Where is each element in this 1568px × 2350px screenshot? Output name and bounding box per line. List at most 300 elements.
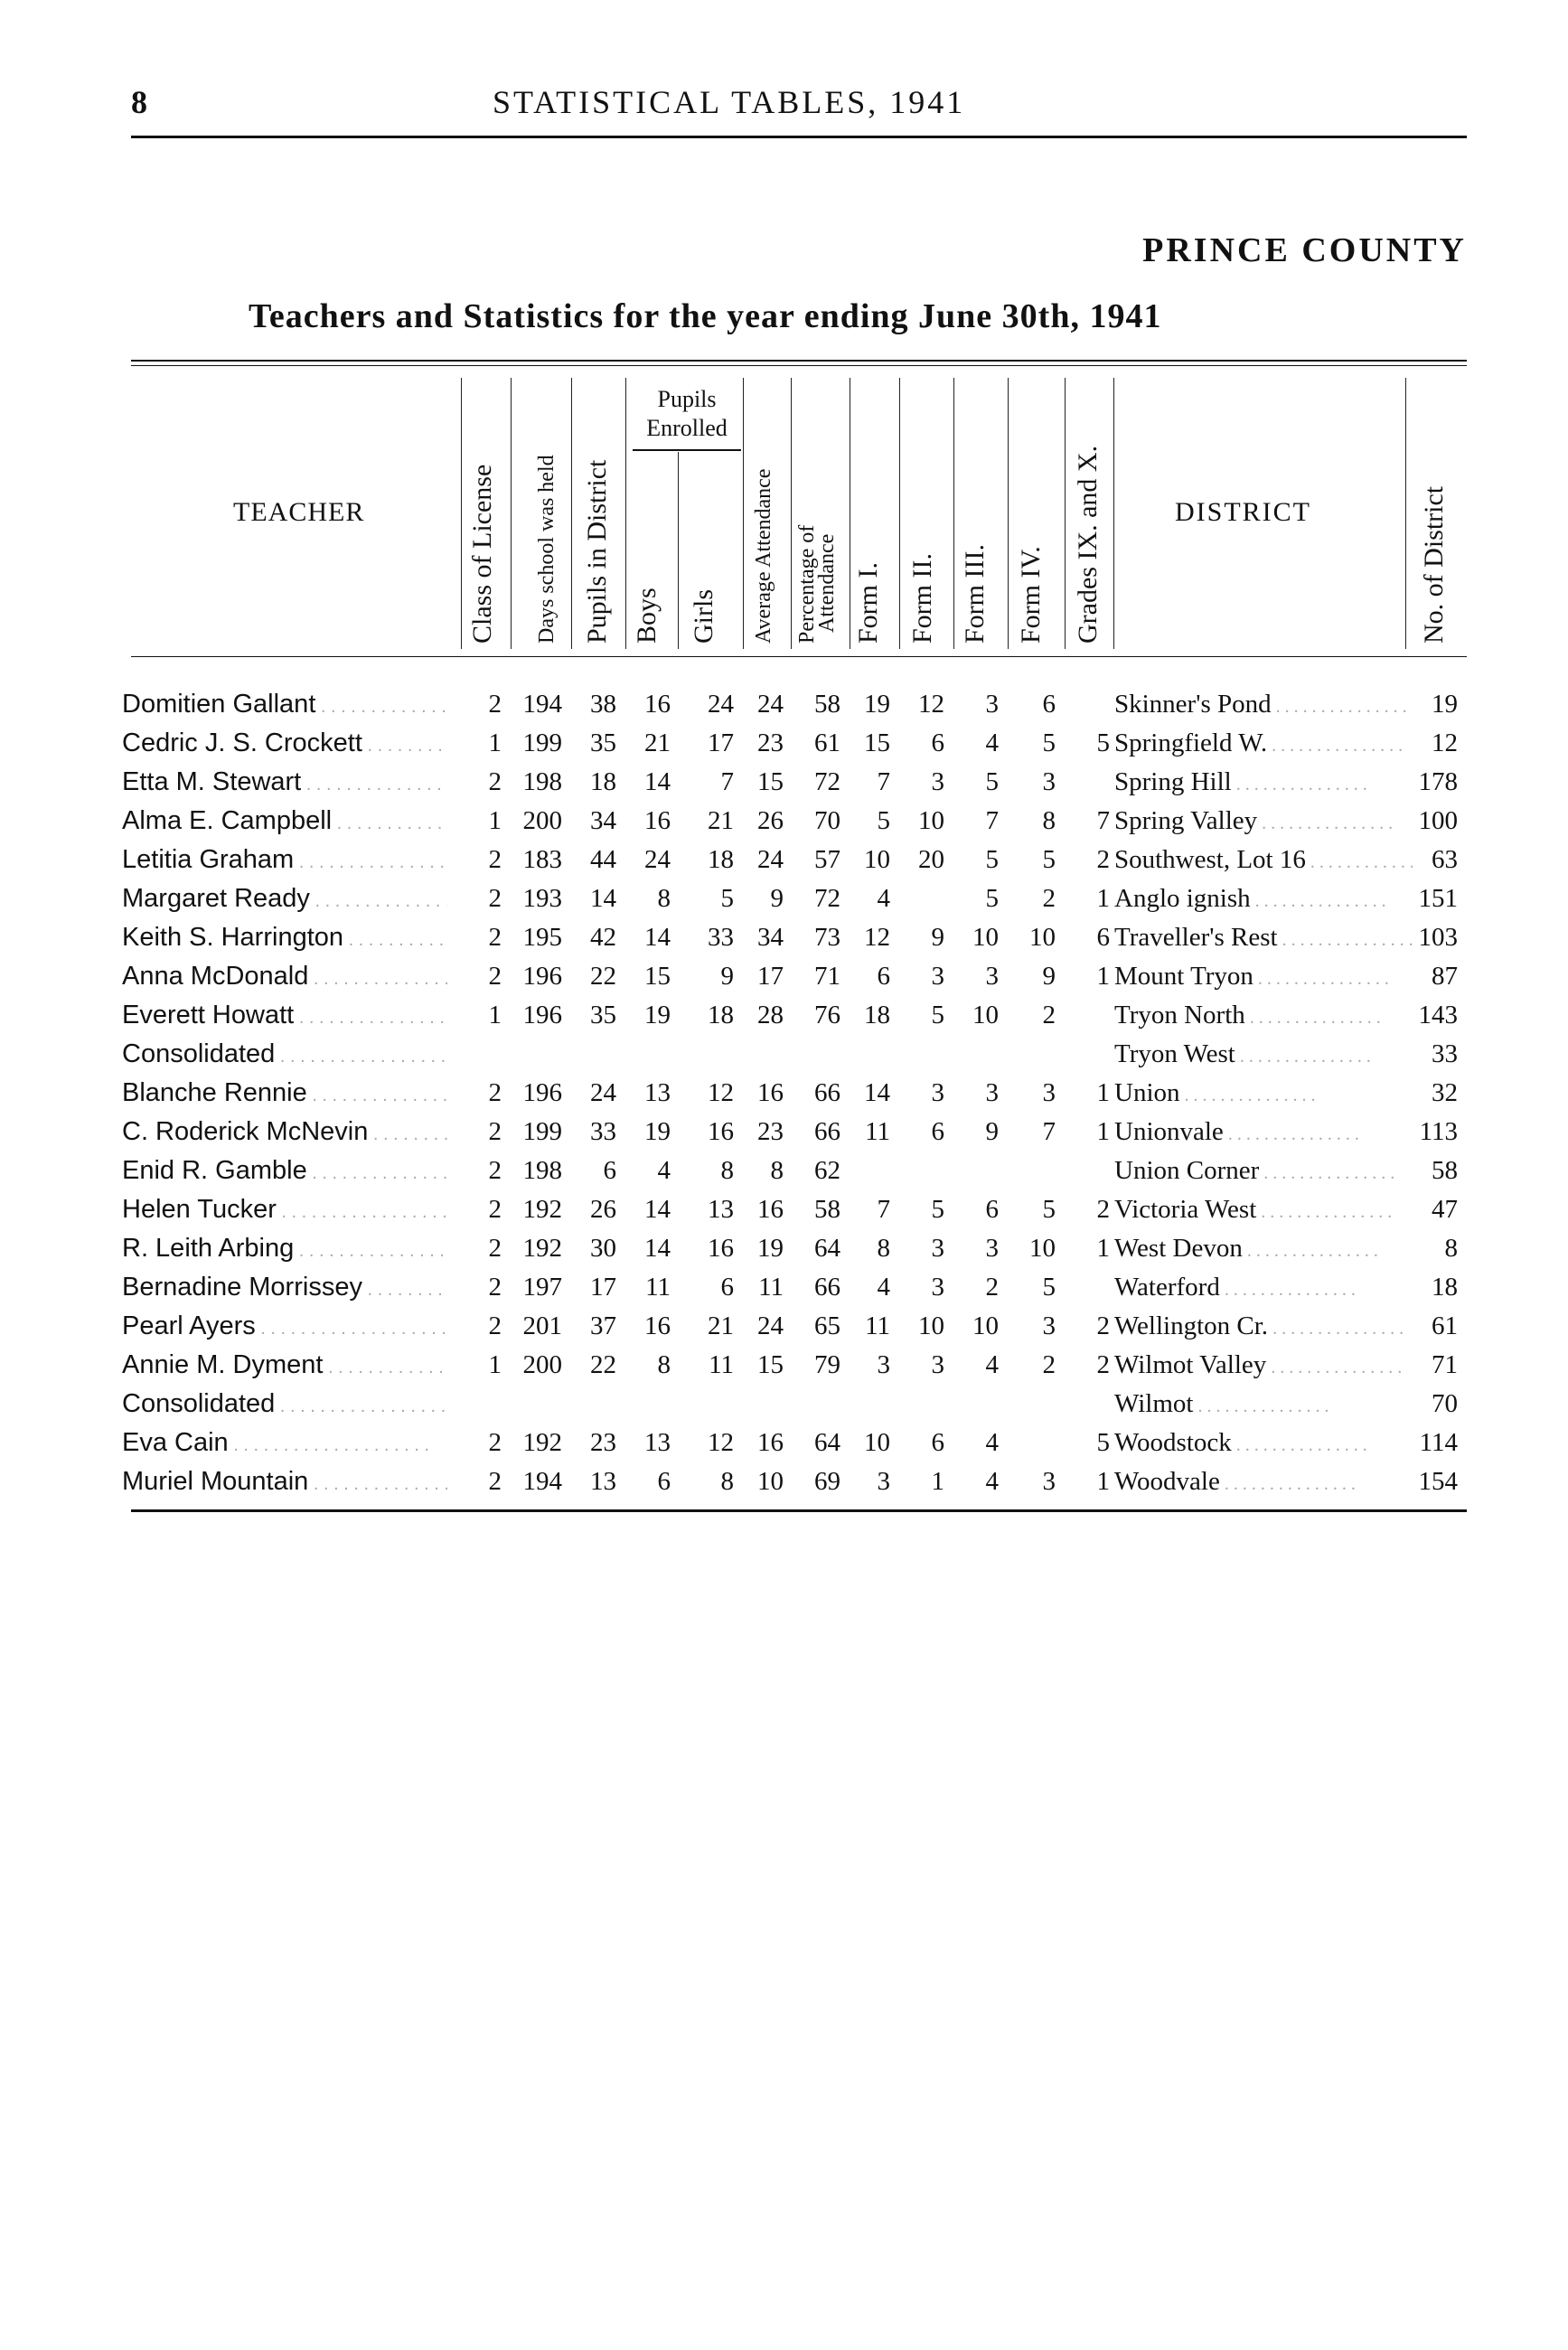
cell-pct: 58 xyxy=(814,1195,840,1224)
cell-form2: 3 xyxy=(931,1234,944,1263)
cell-license xyxy=(461,1035,502,1073)
col-header-district: DISTRICT xyxy=(1175,497,1311,527)
cell-form1: 12 xyxy=(864,923,890,952)
cell-form2: 3 xyxy=(931,962,944,991)
cell-district: Springfield W. . . . xyxy=(1114,724,1413,762)
cell-boys: 14 xyxy=(644,923,671,952)
cell-form2: 5 xyxy=(931,1001,944,1029)
cell-pupils: 30 xyxy=(590,1234,616,1263)
col-divider xyxy=(743,378,744,649)
cell-form4: 3 xyxy=(1042,1078,1056,1107)
cell-teacher: Eva Cain . . . xyxy=(122,1424,447,1462)
cell-girls: 13 xyxy=(708,1195,734,1224)
col-header-girls: Girls xyxy=(689,589,718,644)
cell-girls: 5 xyxy=(720,884,734,913)
cell-district: Union . . . xyxy=(1114,1074,1413,1112)
cell-form3: 3 xyxy=(985,962,999,991)
cell-license: 1 xyxy=(488,806,502,835)
table-top-rule-thin xyxy=(131,365,1467,366)
cell-license: 2 xyxy=(488,1156,502,1185)
cell-boys: 14 xyxy=(644,1195,671,1224)
cell-teacher: Keith S. Harrington . . . xyxy=(122,918,447,956)
cell-district: Woodstock . . . xyxy=(1114,1424,1413,1462)
cell-form4: 2 xyxy=(1042,1350,1056,1379)
col-divider xyxy=(1065,378,1066,649)
cell-days: 192 xyxy=(522,1428,562,1457)
cell-district-no: 19 xyxy=(1432,690,1458,719)
cell-form3: 10 xyxy=(972,1311,999,1340)
cell-grades: 7 xyxy=(1096,806,1110,835)
cell-form3: 3 xyxy=(985,1078,999,1107)
cell-form1: 5 xyxy=(877,806,890,835)
cell-pct: 65 xyxy=(814,1311,840,1340)
cell-district-no: 87 xyxy=(1432,962,1458,991)
cell-pct: 72 xyxy=(814,767,840,796)
cell-pupils: 26 xyxy=(590,1195,616,1224)
cell-boys: 14 xyxy=(644,767,671,796)
cell-form4: 5 xyxy=(1042,1195,1056,1224)
cell-teacher: Margaret Ready . . . xyxy=(122,879,447,917)
cell-pupils: 33 xyxy=(590,1117,616,1146)
cell-grades: 1 xyxy=(1096,1117,1110,1146)
cell-girls: 16 xyxy=(708,1117,734,1146)
cell-pupils xyxy=(571,1385,616,1423)
cell-girls xyxy=(678,1035,734,1073)
cell-teacher: Enid R. Gamble . . . xyxy=(122,1152,447,1189)
col-header-form2: Form II. xyxy=(907,553,937,644)
cell-form1: 14 xyxy=(864,1078,890,1107)
col-header-form3: Form III. xyxy=(960,544,990,644)
cell-girls: 17 xyxy=(708,728,734,757)
col-header-form4: Form IV. xyxy=(1016,546,1046,644)
cell-form4: 5 xyxy=(1042,845,1056,874)
cell-grades: 5 xyxy=(1096,728,1110,757)
table-row xyxy=(0,1229,1568,1267)
cell-district-no: 113 xyxy=(1419,1117,1458,1146)
table-row xyxy=(0,996,1568,1034)
cell-form2: 1 xyxy=(931,1467,944,1496)
cell-form1: 11 xyxy=(865,1311,890,1340)
cell-district: Unionvale . . . xyxy=(1114,1113,1413,1151)
cell-license: 2 xyxy=(488,845,502,874)
cell-license: 1 xyxy=(488,1350,502,1379)
cell-grades xyxy=(1065,763,1110,801)
cell-district-no: 47 xyxy=(1432,1195,1458,1224)
cell-form4: 3 xyxy=(1042,767,1056,796)
cell-pct: 66 xyxy=(814,1078,840,1107)
cell-teacher: Consolidated . . . xyxy=(122,1385,447,1423)
cell-district-no: 63 xyxy=(1432,845,1458,874)
cell-pupils xyxy=(571,1035,616,1073)
table-row xyxy=(0,957,1568,995)
col-header-avg-attendance: Average Attendance xyxy=(752,468,775,644)
cell-license: 1 xyxy=(488,1001,502,1029)
cell-form1 xyxy=(850,1035,890,1073)
col-header-boys: Boys xyxy=(632,588,662,644)
table-top-rule xyxy=(131,360,1467,362)
cell-pct: 66 xyxy=(814,1117,840,1146)
cell-avg: 15 xyxy=(757,1350,784,1379)
cell-form2 xyxy=(899,879,944,917)
cell-grades: 6 xyxy=(1096,923,1110,952)
cell-form4: 9 xyxy=(1042,962,1056,991)
table-row xyxy=(0,1385,1568,1423)
col-divider xyxy=(899,378,900,649)
cell-district-no: 61 xyxy=(1432,1311,1458,1340)
cell-district-no: 33 xyxy=(1432,1039,1458,1068)
cell-form4: 10 xyxy=(1029,1234,1056,1263)
cell-license: 1 xyxy=(488,728,502,757)
cell-pupils: 35 xyxy=(590,728,616,757)
running-head xyxy=(131,83,1467,127)
cell-form1: 3 xyxy=(877,1350,890,1379)
cell-pct xyxy=(791,1385,840,1423)
table-row xyxy=(0,1035,1568,1073)
cell-form3: 3 xyxy=(985,1234,999,1263)
cell-form4 xyxy=(1008,1424,1056,1462)
cell-pct: 76 xyxy=(814,1001,840,1029)
cell-boys: 19 xyxy=(644,1117,671,1146)
cell-pct: 79 xyxy=(814,1350,840,1379)
cell-pupils: 34 xyxy=(590,806,616,835)
cell-avg xyxy=(743,1035,784,1073)
col-divider xyxy=(625,378,626,649)
cell-license: 2 xyxy=(488,884,502,913)
cell-days: 196 xyxy=(522,1001,562,1029)
cell-teacher: R. Leith Arbing . . . xyxy=(122,1229,447,1267)
cell-pupils: 22 xyxy=(590,1350,616,1379)
cell-form1: 7 xyxy=(877,1195,890,1224)
cell-form4: 3 xyxy=(1042,1467,1056,1496)
cell-form4: 10 xyxy=(1029,923,1056,952)
cell-boys: 8 xyxy=(657,1350,671,1379)
table-row xyxy=(0,1424,1568,1462)
cell-teacher: Everett Howatt . . . xyxy=(122,996,447,1034)
cell-avg: 26 xyxy=(757,806,784,835)
cell-form2: 3 xyxy=(931,1350,944,1379)
cell-pct xyxy=(791,1035,840,1073)
cell-days: 198 xyxy=(522,1156,562,1185)
cell-form3: 10 xyxy=(972,923,999,952)
cell-days: 192 xyxy=(522,1234,562,1263)
cell-form2: 6 xyxy=(931,1428,944,1457)
table-row xyxy=(0,1346,1568,1384)
cell-avg: 16 xyxy=(757,1428,784,1457)
cell-form1: 10 xyxy=(864,845,890,874)
cell-days: 198 xyxy=(522,767,562,796)
cell-form3 xyxy=(953,1152,999,1189)
cell-grades: 1 xyxy=(1096,884,1110,913)
cell-avg: 24 xyxy=(757,845,784,874)
cell-form3: 9 xyxy=(985,1117,999,1146)
cell-form2: 6 xyxy=(931,1117,944,1146)
cell-district-no: 32 xyxy=(1432,1078,1458,1107)
cell-grades xyxy=(1065,1035,1110,1073)
cell-boys: 16 xyxy=(644,690,671,719)
cell-teacher: Consolidated . . . xyxy=(122,1035,447,1073)
cell-form4: 7 xyxy=(1042,1117,1056,1146)
cell-pupils: 44 xyxy=(590,845,616,874)
cell-pupils: 42 xyxy=(590,923,616,952)
cell-pupils: 22 xyxy=(590,962,616,991)
col-header-form1: Form I. xyxy=(853,562,883,644)
cell-form3: 4 xyxy=(985,728,999,757)
cell-form3: 2 xyxy=(985,1273,999,1302)
cell-form1 xyxy=(850,1385,890,1423)
cell-teacher: Bernadine Morrissey . . . xyxy=(122,1268,447,1306)
cell-days: 194 xyxy=(522,690,562,719)
cell-form4 xyxy=(1008,1152,1056,1189)
table-row xyxy=(0,1113,1568,1151)
cell-district: Wilmot . . . xyxy=(1114,1385,1413,1423)
col-divider xyxy=(1113,378,1114,649)
cell-form1: 18 xyxy=(864,1001,890,1029)
cell-form2: 3 xyxy=(931,1078,944,1107)
cell-form4: 8 xyxy=(1042,806,1056,835)
cell-days: 194 xyxy=(522,1467,562,1496)
cell-form2: 9 xyxy=(931,923,944,952)
cell-form4 xyxy=(1008,1385,1056,1423)
cell-pupils: 37 xyxy=(590,1311,616,1340)
cell-boys: 13 xyxy=(644,1428,671,1457)
col-divider xyxy=(461,378,462,649)
table-bottom-rule xyxy=(131,1509,1467,1512)
table-row xyxy=(0,1268,1568,1306)
cell-form2: 10 xyxy=(918,1311,944,1340)
cell-grades xyxy=(1065,1268,1110,1306)
cell-form3: 4 xyxy=(985,1350,999,1379)
cell-boys xyxy=(625,1385,671,1423)
table-row xyxy=(0,1190,1568,1228)
cell-pupils: 38 xyxy=(590,690,616,719)
cell-grades: 2 xyxy=(1096,1311,1110,1340)
cell-boys: 6 xyxy=(657,1467,671,1496)
cell-form1: 19 xyxy=(864,690,890,719)
table-row xyxy=(0,724,1568,762)
cell-form1: 8 xyxy=(877,1234,890,1263)
cell-pupils: 18 xyxy=(590,767,616,796)
cell-days: 199 xyxy=(522,728,562,757)
cell-district-no: 70 xyxy=(1432,1389,1458,1418)
cell-teacher: Cedric J. S. Crockett . . . xyxy=(122,724,447,762)
cell-avg: 23 xyxy=(757,728,784,757)
cell-teacher: Domitien Gallant . . . xyxy=(122,685,447,723)
cell-boys xyxy=(625,1035,671,1073)
cell-form1 xyxy=(850,1152,890,1189)
cell-avg: 16 xyxy=(757,1078,784,1107)
cell-avg: 11 xyxy=(758,1273,784,1302)
cell-girls: 11 xyxy=(709,1350,734,1379)
cell-license: 2 xyxy=(488,1078,502,1107)
cell-form3: 4 xyxy=(985,1467,999,1496)
cell-grades xyxy=(1065,996,1110,1034)
cell-form2 xyxy=(899,1385,944,1423)
cell-pct: 73 xyxy=(814,923,840,952)
cell-girls: 12 xyxy=(708,1078,734,1107)
cell-girls: 18 xyxy=(708,1001,734,1029)
cell-girls: 21 xyxy=(708,806,734,835)
cell-district-no: 18 xyxy=(1432,1273,1458,1302)
cell-pct: 66 xyxy=(814,1273,840,1302)
cell-grades: 1 xyxy=(1096,1078,1110,1107)
cell-girls: 16 xyxy=(708,1234,734,1263)
cell-license: 2 xyxy=(488,923,502,952)
cell-teacher: Pearl Ayers . . . xyxy=(122,1307,447,1345)
cell-boys: 16 xyxy=(644,806,671,835)
table-row xyxy=(0,763,1568,801)
cell-district-no: 178 xyxy=(1418,767,1458,796)
cell-girls: 33 xyxy=(708,923,734,952)
cell-district: Spring Valley . . . xyxy=(1114,802,1413,840)
cell-district: Anglo ignish . . . xyxy=(1114,879,1413,917)
cell-avg: 15 xyxy=(757,767,784,796)
cell-form3: 5 xyxy=(985,884,999,913)
cell-days: 199 xyxy=(522,1117,562,1146)
cell-district-no: 12 xyxy=(1432,728,1458,757)
cell-form4: 2 xyxy=(1042,1001,1056,1029)
cell-days: 193 xyxy=(522,884,562,913)
cell-form2: 3 xyxy=(931,1273,944,1302)
cell-pct: 62 xyxy=(814,1156,840,1185)
cell-form3 xyxy=(953,1035,999,1073)
cell-girls: 9 xyxy=(720,962,734,991)
cell-girls xyxy=(678,1385,734,1423)
cell-district-no: 154 xyxy=(1418,1467,1458,1496)
col-divider xyxy=(511,378,512,649)
table-row xyxy=(0,1152,1568,1189)
cell-district: Mount Tryon . . . xyxy=(1114,957,1413,995)
cell-form2: 5 xyxy=(931,1195,944,1224)
cell-form3: 5 xyxy=(985,845,999,874)
cell-days: 197 xyxy=(522,1273,562,1302)
col-header-teacher: TEACHER xyxy=(233,497,365,527)
cell-grades: 2 xyxy=(1096,845,1110,874)
cell-pct: 71 xyxy=(814,962,840,991)
cell-avg: 10 xyxy=(757,1467,784,1496)
table-row xyxy=(0,1462,1568,1500)
table-row xyxy=(0,1307,1568,1345)
cell-form4: 3 xyxy=(1042,1311,1056,1340)
col-header-pct-attendance-1: Percentage of xyxy=(795,524,819,644)
cell-district-no: 114 xyxy=(1419,1428,1458,1457)
cell-form2 xyxy=(899,1035,944,1073)
cell-form3: 6 xyxy=(985,1195,999,1224)
cell-form1: 4 xyxy=(877,884,890,913)
cell-pct: 64 xyxy=(814,1428,840,1457)
cell-teacher: Letitia Graham . . . xyxy=(122,841,447,879)
cell-district-no: 8 xyxy=(1444,1234,1458,1263)
cell-form3: 3 xyxy=(985,690,999,719)
cell-grades xyxy=(1065,685,1110,723)
cell-avg: 8 xyxy=(770,1156,784,1185)
cell-pct: 57 xyxy=(814,845,840,874)
cell-girls: 6 xyxy=(720,1273,734,1302)
cell-avg: 28 xyxy=(757,1001,784,1029)
cell-form3: 10 xyxy=(972,1001,999,1029)
cell-teacher: Blanche Rennie . . . xyxy=(122,1074,447,1112)
cell-grades xyxy=(1065,1385,1110,1423)
cell-district: Woodvale . . . xyxy=(1114,1462,1413,1500)
cell-teacher: Alma E. Campbell . . . xyxy=(122,802,447,840)
cell-avg: 34 xyxy=(757,923,784,952)
cell-form3: 5 xyxy=(985,767,999,796)
cell-district: Waterford . . . xyxy=(1114,1268,1413,1306)
cell-avg: 24 xyxy=(757,1311,784,1340)
cell-grades: 1 xyxy=(1096,1467,1110,1496)
cell-license: 2 xyxy=(488,1117,502,1146)
cell-pct: 72 xyxy=(814,884,840,913)
cell-district: Southwest, Lot 16 . . . xyxy=(1114,841,1413,879)
col-header-license: Class of License xyxy=(467,464,497,644)
pupils-enrolled-rule xyxy=(633,449,741,451)
cell-form2: 3 xyxy=(931,767,944,796)
cell-license: 2 xyxy=(488,1428,502,1457)
cell-form3 xyxy=(953,1385,999,1423)
cell-district: Spring Hill . . . xyxy=(1114,763,1413,801)
cell-avg: 23 xyxy=(757,1117,784,1146)
cell-license: 2 xyxy=(488,1234,502,1263)
col-divider xyxy=(953,378,954,649)
cell-district: Wellington Cr. . . . xyxy=(1114,1307,1413,1345)
header-bottom-rule xyxy=(131,656,1467,657)
table-row xyxy=(0,918,1568,956)
cell-form2: 10 xyxy=(918,806,944,835)
cell-district: Wilmot Valley . . . xyxy=(1114,1346,1413,1384)
cell-girls: 21 xyxy=(708,1311,734,1340)
cell-pct: 58 xyxy=(814,690,840,719)
cell-pupils: 13 xyxy=(590,1467,616,1496)
table-row xyxy=(0,802,1568,840)
cell-license: 2 xyxy=(488,1467,502,1496)
col-divider xyxy=(571,378,572,649)
cell-form4: 6 xyxy=(1042,690,1056,719)
cell-days: 192 xyxy=(522,1195,562,1224)
cell-pupils: 35 xyxy=(590,1001,616,1029)
cell-grades: 1 xyxy=(1096,1234,1110,1263)
cell-pupils: 24 xyxy=(590,1078,616,1107)
cell-form3: 7 xyxy=(985,806,999,835)
cell-grades: 2 xyxy=(1096,1195,1110,1224)
cell-license: 2 xyxy=(488,1273,502,1302)
col-divider xyxy=(1405,378,1406,649)
cell-days: 195 xyxy=(522,923,562,952)
cell-district-no: 103 xyxy=(1418,923,1458,952)
cell-district: West Devon . . . xyxy=(1114,1229,1413,1267)
cell-form1: 4 xyxy=(877,1273,890,1302)
cell-grades xyxy=(1065,1152,1110,1189)
cell-teacher: Anna McDonald . . . xyxy=(122,957,447,995)
cell-avg: 16 xyxy=(757,1195,784,1224)
cell-girls: 8 xyxy=(720,1156,734,1185)
cell-boys: 13 xyxy=(644,1078,671,1107)
cell-boys: 21 xyxy=(644,728,671,757)
col-divider xyxy=(1008,378,1009,649)
cell-pct: 69 xyxy=(814,1467,840,1496)
cell-pupils: 23 xyxy=(590,1428,616,1457)
cell-teacher: Etta M. Stewart . . . xyxy=(122,763,447,801)
col-divider xyxy=(678,452,679,649)
cell-pupils: 17 xyxy=(590,1273,616,1302)
cell-form2: 20 xyxy=(918,845,944,874)
cell-pupils: 6 xyxy=(603,1156,616,1185)
cell-days: 201 xyxy=(522,1311,562,1340)
cell-license: 2 xyxy=(488,767,502,796)
cell-district-no: 143 xyxy=(1418,1001,1458,1029)
cell-avg: 17 xyxy=(757,962,784,991)
cell-form3: 4 xyxy=(985,1428,999,1457)
cell-district: Tryon West . . . xyxy=(1114,1035,1413,1073)
cell-pct: 64 xyxy=(814,1234,840,1263)
